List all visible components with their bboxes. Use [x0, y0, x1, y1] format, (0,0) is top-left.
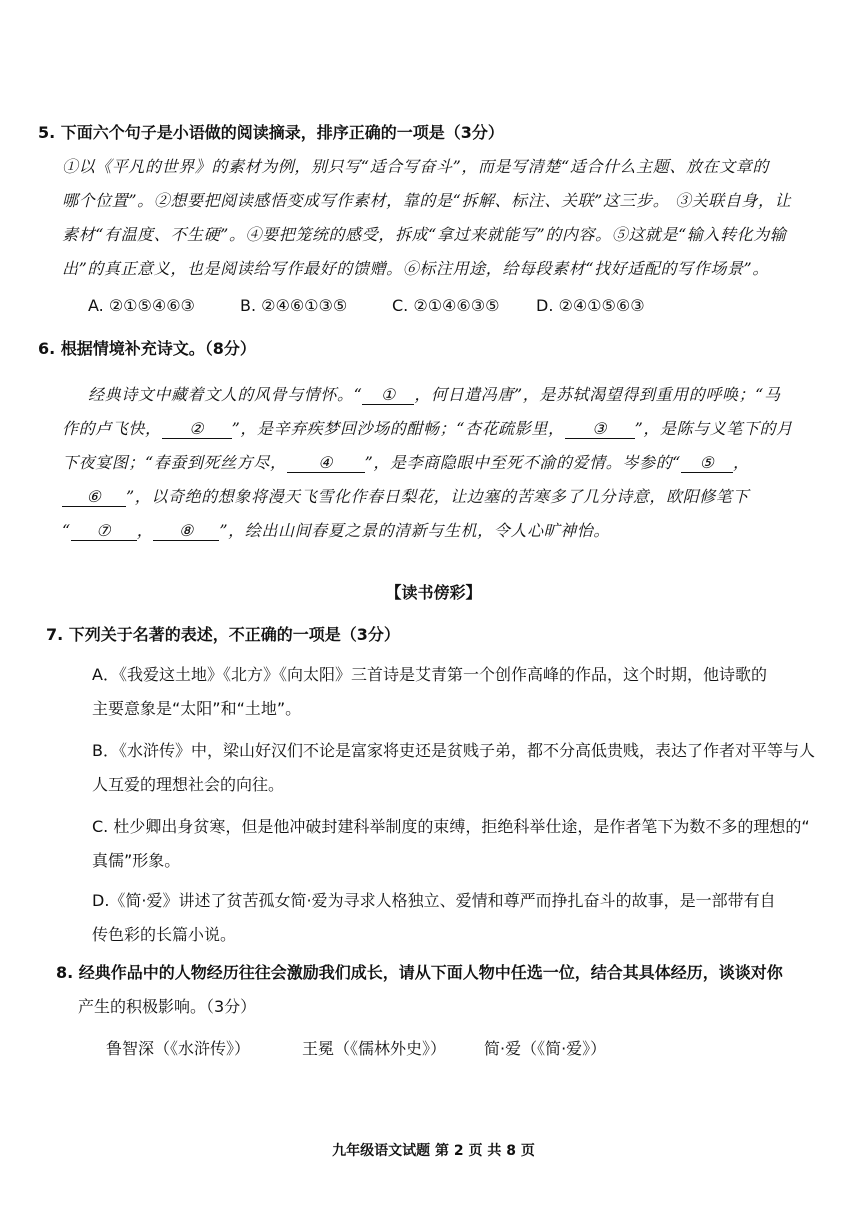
- q7-option-d-cont: 传色彩的长篇小说。: [92, 925, 237, 944]
- q5-text-line: ①以《平凡的世界》的素材为例，别只写“适合写奋斗”，而是写清楚“适合什么主题、放在文章的: [62, 157, 769, 176]
- q7-option-b: B．《水浒传》中，梁山好汉们不论是富家将吏还是贫贱子弟，都不分高低贵贱，表达了作者对平等与人: [92, 741, 815, 760]
- blank-7: ⑦: [71, 522, 137, 541]
- q6-text: ”，是李商隐眼中至死不渝的爱情。岑参的“: [364, 453, 681, 472]
- q6-text: ”，绘出山间春夏之景的清新与生机，令人心旷神怡。: [219, 521, 610, 540]
- q5-option-c: C. ②①④⑥③⑤: [392, 296, 500, 315]
- q6-stem: 6. 根据情境补充诗文。（8分）: [38, 339, 256, 358]
- q6-line-2: [62, 418, 793, 440]
- q6-line-4: [62, 486, 749, 508]
- q6-text: ，: [732, 453, 750, 472]
- q8-choice-3: 简·爱（《简·爱》）: [484, 1039, 607, 1058]
- blank-1: ①: [362, 386, 414, 405]
- q6-text: 作的卢飞快，: [62, 419, 162, 438]
- q8-choice-1: 鲁智深（《水浒传》）: [106, 1039, 251, 1058]
- q6-text: 经典诗文中藏着文人的风骨与情怀。“: [88, 385, 363, 404]
- blank-5: ⑤: [681, 454, 733, 473]
- q5-text-line: 哪个位置”。②想要把阅读感悟变成写作素材，靠的是“拆解、标注、关联”这三步。 ③关联自身，让: [62, 191, 792, 210]
- q5-option-d: D. ②④①⑤⑥③: [536, 296, 645, 315]
- q7-option-a: A．《我爱这土地》《北方》《向太阳》三首诗是艾青第一个创作高峰的作品，这个时期，他诗歌的: [92, 665, 767, 684]
- q6-text: “: [62, 521, 71, 540]
- q5-stem: 5. 下面六个句子是小语做的阅读摘录，排序正确的一项是（3分）: [38, 123, 504, 142]
- q5-option-a: A. ②①⑤④⑥③: [88, 296, 195, 315]
- blank-2: ②: [162, 420, 232, 439]
- page-footer: 九年级语文试题 第 2 页 共 8 页: [332, 1143, 535, 1159]
- q6-text: ”，是辛弃疾梦回沙场的酣畅；“杏花疏影里，: [231, 419, 565, 438]
- q7-option-a-cont: 主要意象是“太阳”和“土地”。: [92, 699, 302, 718]
- blank-3: ③: [565, 420, 635, 439]
- q5-option-b: B. ②④⑥①③⑤: [240, 296, 348, 315]
- q7-option-d: D.《简·爱》讲述了贫苦孤女简·爱为寻求人格独立、爱情和尊严而挣扎奋斗的故事，是一部带有自: [92, 891, 776, 910]
- q8-choice-2: 王冕（《儒林外史》）: [302, 1039, 447, 1058]
- q5-text-line: 素材“有温度、不生硬”。④要把笼统的感受，拆成“拿过来就能写”的内容。⑤这就是“输入转化为输: [62, 225, 787, 244]
- q6-line-5: [62, 520, 610, 542]
- q7-option-c: C. 杜少卿出身贫寒，但是他冲破封建科举制度的束缚，拒绝科举仕途，是作者笔下为数不多的理想的“: [92, 817, 810, 836]
- q8-stem-cont: 产生的积极影响。（3分）: [78, 997, 257, 1016]
- q7-stem: 7. 下列关于名著的表述，不正确的一项是（3分）: [46, 625, 400, 644]
- q6-line-3: [62, 452, 750, 474]
- q8-stem: 8. 经典作品中的人物经历往往会激励我们成长，请从下面人物中任选一位，结合其具体经历，谈谈对你: [56, 963, 783, 982]
- blank-6: ⑥: [62, 488, 126, 507]
- q6-text: ，: [136, 521, 154, 540]
- blank-4: ④: [287, 454, 365, 473]
- q7-option-c-cont: 真儒”形象。: [92, 851, 181, 870]
- q6-text: ”，是陈与义笔下的月: [634, 419, 793, 438]
- q6-text: 下夜宴图；“春蚕到死丝方尽，: [62, 453, 287, 472]
- q5-text-line: 出”的真正意义，也是阅读给写作最好的馈赠。⑥标注用途，给每段素材“找好适配的写作场景”。: [62, 259, 769, 278]
- q7-option-b-cont: 人互爱的理想社会的向往。: [92, 775, 285, 794]
- q6-text: ”，以奇绝的想象将漫天飞雪化作春日梨花，让边塞的苦寒多了几分诗意，欧阳修笔下: [126, 487, 749, 506]
- q6-line-1: [88, 384, 781, 406]
- blank-8: ⑧: [153, 522, 219, 541]
- section-title: 【读书傍彩】: [385, 583, 482, 602]
- q6-text: ，何日遣冯唐”，是苏轼渴望得到重用的呼唤；“马: [414, 385, 781, 404]
